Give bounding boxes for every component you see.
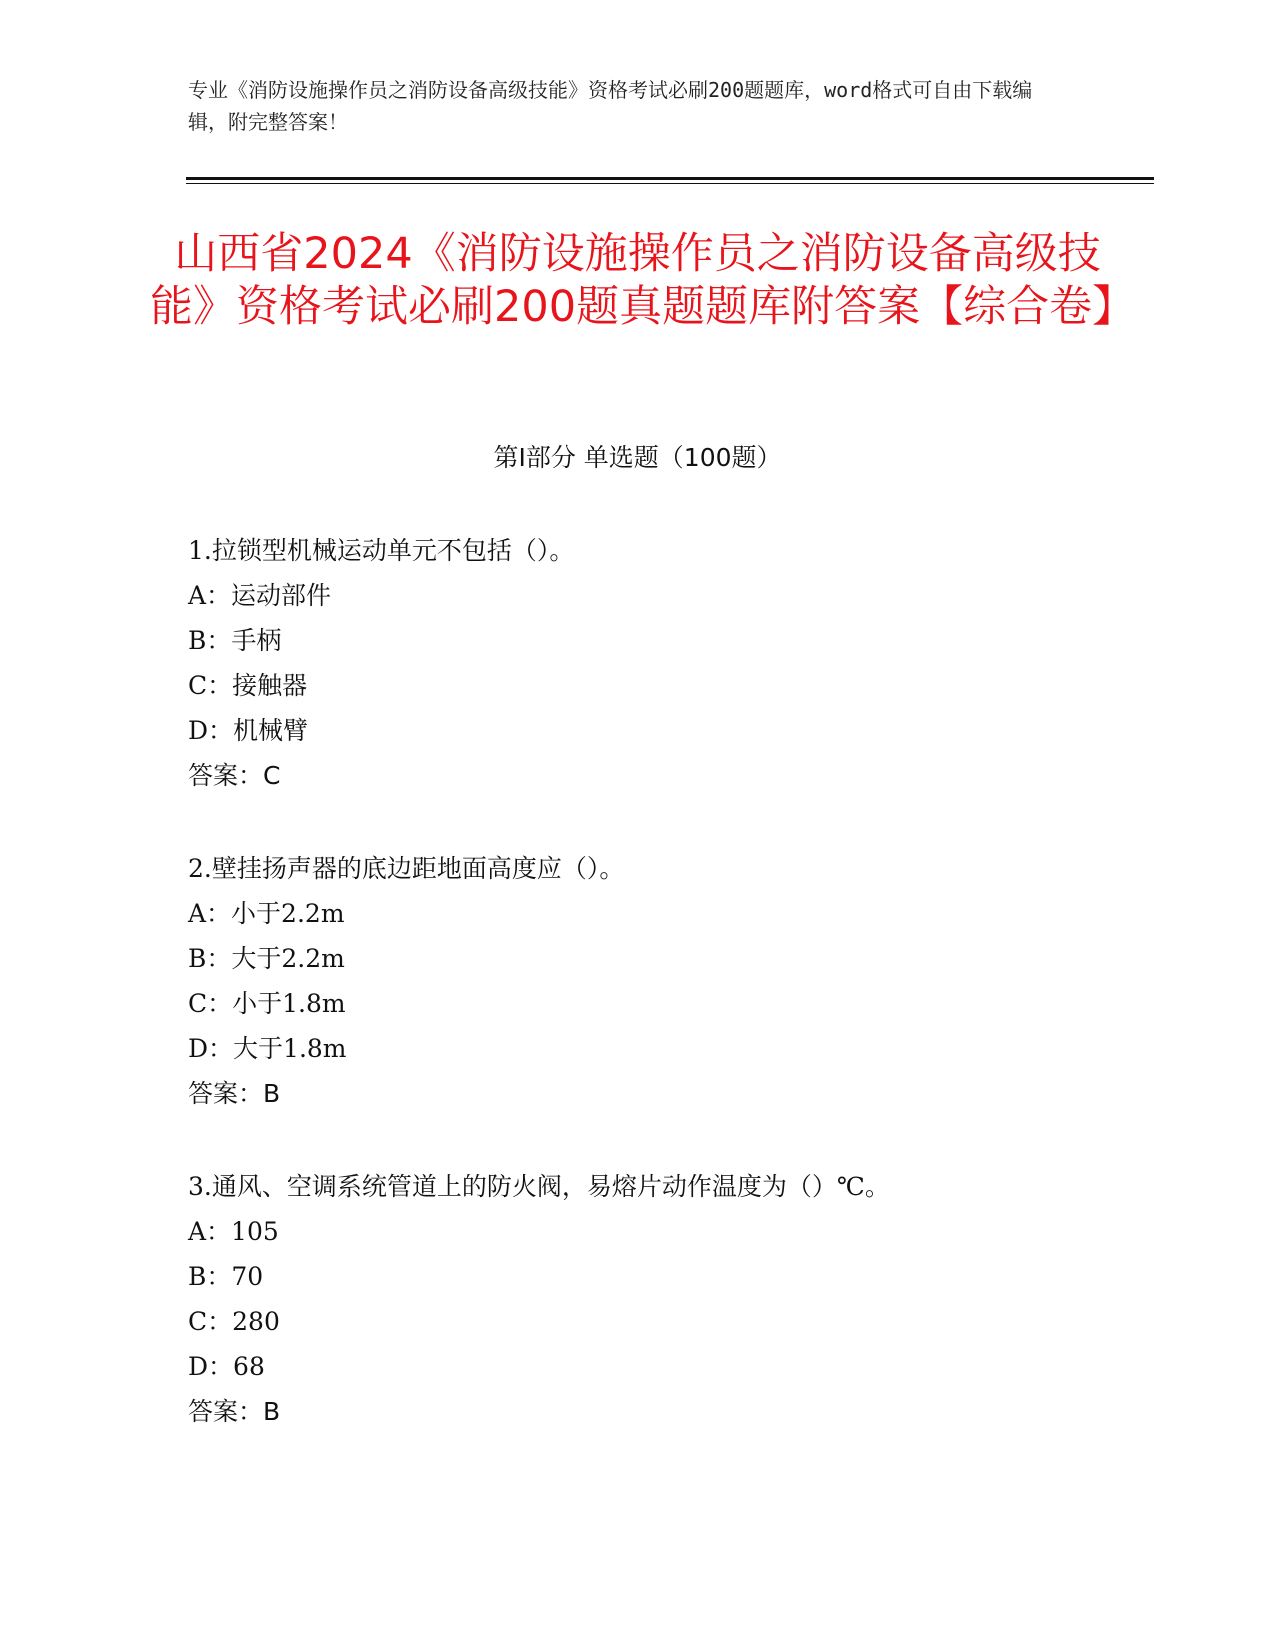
- question-item: [188, 1164, 1148, 1434]
- option-b: B：70: [188, 1262, 264, 1291]
- question-stem: 2.壁挂扬声器的底边距地面高度应（）。: [188, 854, 625, 883]
- question-stem: 3.通风、空调系统管道上的防火阀，易熔片动作温度为（）℃。: [188, 1172, 890, 1201]
- answer-line: 答案：B: [188, 1079, 281, 1108]
- question-item: [188, 528, 1148, 798]
- header-note: 专业《消防设施操作员之消防设备高级技能》资格考试必刷200题题库，word格式可自由下载编辑，附完整答案！: [188, 78, 1033, 134]
- header-divider-thick: [186, 177, 1154, 180]
- option-d: D：68: [188, 1352, 265, 1381]
- section-heading: 第Ⅰ部分 单选题（100题）: [493, 443, 782, 472]
- option-c: C：接触器: [188, 671, 308, 700]
- question-stem: 1.拉锁型机械运动单元不包括（）。: [188, 536, 575, 565]
- option-d: D：大于1.8m: [188, 1034, 347, 1063]
- option-b: B：大于2.2m: [188, 944, 345, 973]
- option-c: C：280: [188, 1307, 280, 1336]
- document-title: 山西省2024《消防设施操作员之消防设备高级技能》资格考试必刷200题真题题库附答案【综合卷】: [150, 229, 1136, 332]
- option-b: B：手柄: [188, 626, 282, 655]
- header-divider-thin: [186, 183, 1154, 184]
- question-item: [188, 846, 1148, 1116]
- option-d: D：机械臂: [188, 716, 309, 745]
- answer-line: 答案：B: [188, 1397, 281, 1426]
- option-a: A：小于2.2m: [188, 899, 345, 928]
- option-a: A：运动部件: [188, 581, 332, 610]
- option-c: C：小于1.8m: [188, 989, 346, 1018]
- answer-line: 答案：C: [188, 761, 281, 790]
- option-a: A：105: [188, 1217, 279, 1246]
